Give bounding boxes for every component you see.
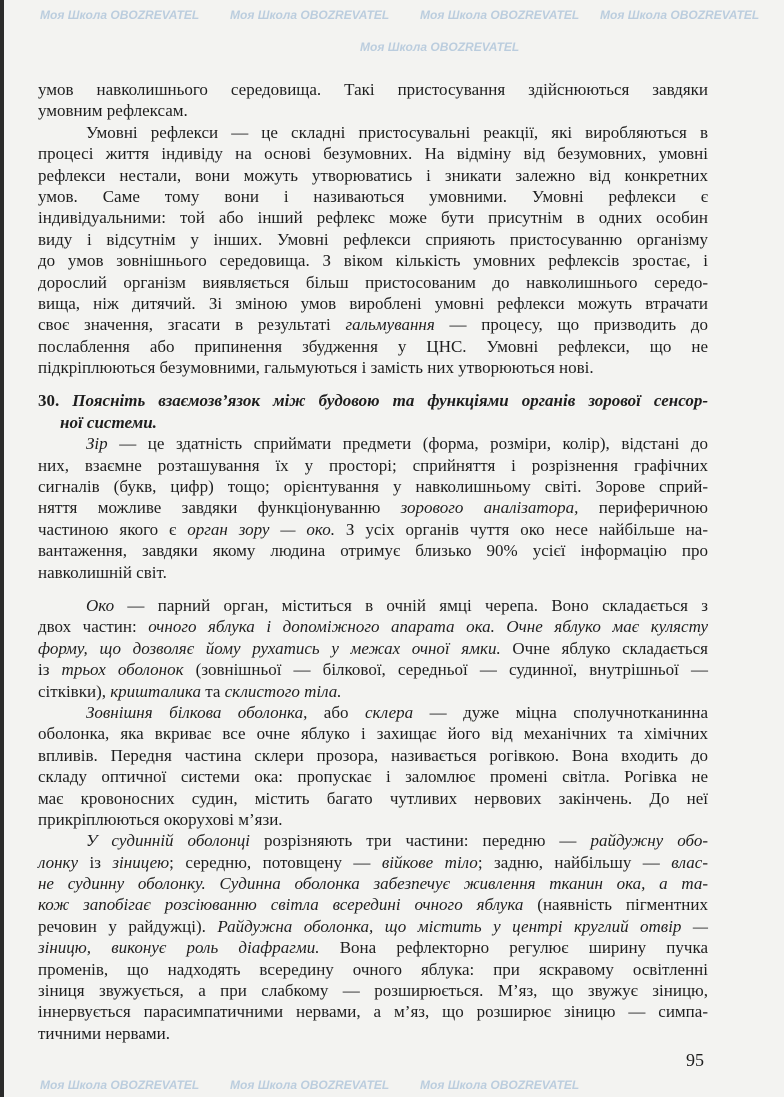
- text-line: [38, 229, 708, 250]
- text-segment: та: [200, 681, 225, 701]
- paragraph: [38, 122, 708, 379]
- text-segment: периферичною: [578, 498, 708, 518]
- text-segment: Вона рефлекторно регулює ширину пучка: [319, 938, 709, 958]
- text-segment: Умовні рефлекси — це складні пристосувальні реакції, які виробляються в: [86, 122, 708, 142]
- text-segment: зіниця звужується, а при слабкому — розширюється. М’яз, що звужує зіницю,: [38, 981, 708, 1001]
- text-line: [38, 100, 708, 121]
- text-line: [38, 1001, 708, 1022]
- emphasis-text: склера: [364, 702, 414, 722]
- text-segment: Очне яблуко складається: [500, 638, 708, 658]
- text-line: [38, 497, 708, 518]
- text-line: [38, 937, 708, 958]
- text-line: [38, 336, 708, 357]
- emphasis-text: склистого тіла.: [224, 681, 342, 701]
- paragraph: [38, 433, 708, 583]
- text-line: [38, 681, 708, 702]
- text-segment: частиною якого є: [38, 519, 188, 539]
- text-line: [38, 916, 708, 937]
- page-number: 95: [686, 1050, 704, 1070]
- text-segment: , або: [303, 702, 365, 722]
- emphasis-text: трьох оболонок: [61, 660, 184, 680]
- text-line: [38, 357, 708, 378]
- text-line: [38, 314, 708, 335]
- text-segment: послаблення або припинення збудження у ЦНС. Умовні рефлекси, що не: [38, 336, 708, 356]
- text-segment: іннервується парасимпатичними нервами, а м’яз, що розширює зіницю — симпа-: [38, 1002, 708, 1022]
- text-line: [38, 830, 708, 851]
- text-segment: (зовнішньої — білкової, середньої — судинної, внутрішньої —: [183, 660, 708, 680]
- text-line: [38, 616, 708, 637]
- text-segment: (наявність пігментних: [523, 895, 708, 915]
- watermark: Моя Школа OBOZREVATEL: [600, 8, 760, 22]
- emphasis-text: лонку: [38, 852, 79, 872]
- watermark: Моя Школа OBOZREVATEL: [420, 8, 580, 22]
- text-line: [38, 519, 708, 540]
- text-line: [38, 165, 708, 186]
- text-segment: вища, ніж дитячий. Зі зміною умов вироблені умовні рефлекси можуть втрачати: [38, 293, 708, 313]
- text-segment: умов. Саме тому вони і називаються умовними. Умовні рефлекси є: [38, 186, 708, 206]
- text-line: [38, 293, 708, 314]
- text-line: [38, 745, 708, 766]
- question-heading: [38, 390, 708, 433]
- paragraph: [38, 595, 708, 702]
- text-segment: виду і відсутнім у інших. Умовні рефлекси сприяють пристосуванню організму: [38, 229, 708, 249]
- text-segment: — парний орган, міститься в очній ямці черепа. Воно складається з: [114, 595, 708, 615]
- text-segment: із: [38, 660, 62, 680]
- text-segment: — це здатність сприймати предмети (форма, розміри, колір), відстані до: [107, 434, 708, 454]
- text-line: [38, 79, 708, 100]
- text-segment: оболонка, яка вкриває все очне яблуко і захищає його від механічних та хімічних: [38, 724, 708, 744]
- text-segment: умовним рефлексам.: [38, 101, 188, 121]
- text-line: [38, 638, 708, 659]
- text-line: [38, 186, 708, 207]
- text-segment: променів, що надходять всередину очного яблука: при яскравому освітленні: [38, 959, 708, 979]
- text-segment: няття можливе завдяки функціонуванню: [38, 498, 401, 518]
- emphasis-text: очного яблука і допоміжного апарата ока. Очне яблуко має кулясту: [148, 617, 709, 637]
- text-line: [38, 476, 708, 497]
- text-line: [38, 595, 708, 616]
- text-line: [38, 659, 708, 680]
- emphasis-text: зорового аналізатора,: [400, 498, 579, 518]
- emphasis-text: Поясніть взаємозв’язок між будовою та функціями органів зорової сенсор-: [72, 391, 708, 411]
- text-segment: ; задню, найбільшу —: [477, 852, 672, 872]
- watermark: Моя Школа OBOZREVATEL: [420, 1078, 580, 1092]
- text-line: [38, 723, 708, 744]
- watermark: Моя Школа OBOZREVATEL: [360, 40, 520, 54]
- text-segment: З усіх органів чуття око несе найбільше на-: [334, 519, 708, 539]
- text-segment: прикріплюються окорухові м’язи.: [38, 809, 283, 829]
- document-page: [38, 79, 708, 1044]
- text-segment: складу оптичної системи ока: пропускає і заломлює промені світла. Рогівка не: [38, 767, 708, 787]
- text-segment: індивідуальними: той або інший рефлекс може бути присутнім в одних особин: [38, 208, 708, 228]
- text-segment: двох частин:: [38, 617, 149, 637]
- text-line: [38, 562, 708, 583]
- text-line: [38, 1023, 708, 1044]
- text-line: [38, 959, 708, 980]
- emphasis-text: зіницю, виконує роль діафрагми.: [38, 938, 320, 958]
- watermark: Моя Школа OBOZREVATEL: [230, 1078, 390, 1092]
- text-line: [38, 272, 708, 293]
- emphasis-text: райдужну обо-: [590, 831, 708, 851]
- text-line: [38, 809, 708, 830]
- watermark: Моя Школа OBOZREVATEL: [40, 8, 200, 22]
- emphasis-text: влас-: [671, 852, 708, 872]
- watermark: Моя Школа OBOZREVATEL: [230, 8, 390, 22]
- text-segment: дорослий організм виявляється більш пристосованим до навколишнього середо-: [38, 272, 708, 292]
- text-segment: процесі життя індивіду на основі безумовних. На відміну від безумовних, умовні: [38, 144, 708, 164]
- text-segment: сигналів (букв, цифр) тощо; орієнтування у навколишньому світі. Зорове сприй-: [38, 477, 708, 497]
- emphasis-text: кож запобігає розсіюванню світла всередині очного яблука: [38, 895, 524, 915]
- text-segment: тичними нервами.: [38, 1023, 170, 1043]
- text-segment: — процесу, що призводить до: [434, 315, 708, 335]
- emphasis-text: Райдужна оболонка, що містить у центрі круглий отвір —: [217, 916, 708, 936]
- emphasis-text: кришталика: [110, 681, 201, 701]
- paragraph: [38, 702, 708, 830]
- text-line: [38, 702, 708, 723]
- emphasis-text: не судинну оболонку. Судинна оболонка забезпечує живлення тканин ока, а та-: [38, 874, 708, 894]
- text-segment: впливів. Передня частина склери прозора, називається рогівкою. Вона входить до: [38, 745, 708, 765]
- text-line: [38, 894, 708, 915]
- emphasis-text: гальмування: [345, 315, 435, 335]
- text-line: [38, 433, 708, 454]
- emphasis-text: У судинній оболонці: [86, 831, 250, 851]
- text-segment: них, взаємне розташування їх у просторі; сприйняття і розрізнення графічних: [38, 455, 708, 475]
- text-segment: сітківки),: [38, 681, 111, 701]
- text-segment: підкріплюються безумовними, гальмуються і замість них утворюються нові.: [38, 358, 594, 378]
- text-line: [38, 412, 708, 433]
- text-line: [38, 143, 708, 164]
- text-segment: ; середню, потовщену —: [169, 852, 382, 872]
- text-segment: речовин у райдужці).: [38, 916, 218, 936]
- page-edge: [0, 0, 4, 1097]
- text-line: [38, 122, 708, 143]
- emphasis-text: Зір: [86, 434, 108, 454]
- emphasis-text: Зовнішня білкова оболонка: [86, 702, 304, 722]
- text-line: [38, 766, 708, 787]
- text-segment: навколишній світ.: [38, 562, 167, 582]
- emphasis-text: Око: [86, 595, 115, 615]
- emphasis-text: ної системи.: [60, 412, 157, 432]
- watermark: Моя Школа OBOZREVATEL: [40, 1078, 200, 1092]
- paragraph: [38, 79, 708, 122]
- text-line: [38, 788, 708, 809]
- text-line: [38, 390, 708, 411]
- text-segment: своє значення, згасати в результаті: [38, 315, 346, 335]
- emphasis-text: форму, що дозволяє йому рухатись у межах очної ямки.: [38, 638, 501, 658]
- text-segment: умов навколишнього середовища. Такі пристосування здійснюються завдяки: [38, 80, 708, 99]
- emphasis-text: орган зору — око.: [187, 519, 335, 539]
- text-line: [38, 980, 708, 1001]
- emphasis-text: 30.: [38, 391, 73, 411]
- paragraph: [38, 830, 708, 1044]
- text-segment: вантаження, завдяки якому людина отримує близько 90% усієї інформацію про: [38, 541, 708, 561]
- text-line: [38, 455, 708, 476]
- emphasis-text: війкове тіло: [381, 852, 478, 872]
- text-line: [38, 207, 708, 228]
- text-segment: рефлекси нестали, вони можуть утворюватись і зникати залежно від конкретних: [38, 165, 708, 185]
- text-segment: має кровоносних судин, містить багато чутливих нервових закінчень. До неї: [38, 788, 708, 808]
- text-segment: — дуже міцна сполучнотканинна: [413, 702, 708, 722]
- text-segment: до умов зовнішнього середовища. З віком кількість умовних рефлексів зростає, і: [38, 251, 708, 271]
- text-line: [38, 852, 708, 873]
- text-segment: із: [78, 852, 113, 872]
- emphasis-text: зіницею: [112, 852, 170, 872]
- text-segment: розрізняють три частини: передню —: [250, 831, 591, 851]
- text-line: [38, 873, 708, 894]
- text-line: [38, 540, 708, 561]
- text-line: [38, 250, 708, 271]
